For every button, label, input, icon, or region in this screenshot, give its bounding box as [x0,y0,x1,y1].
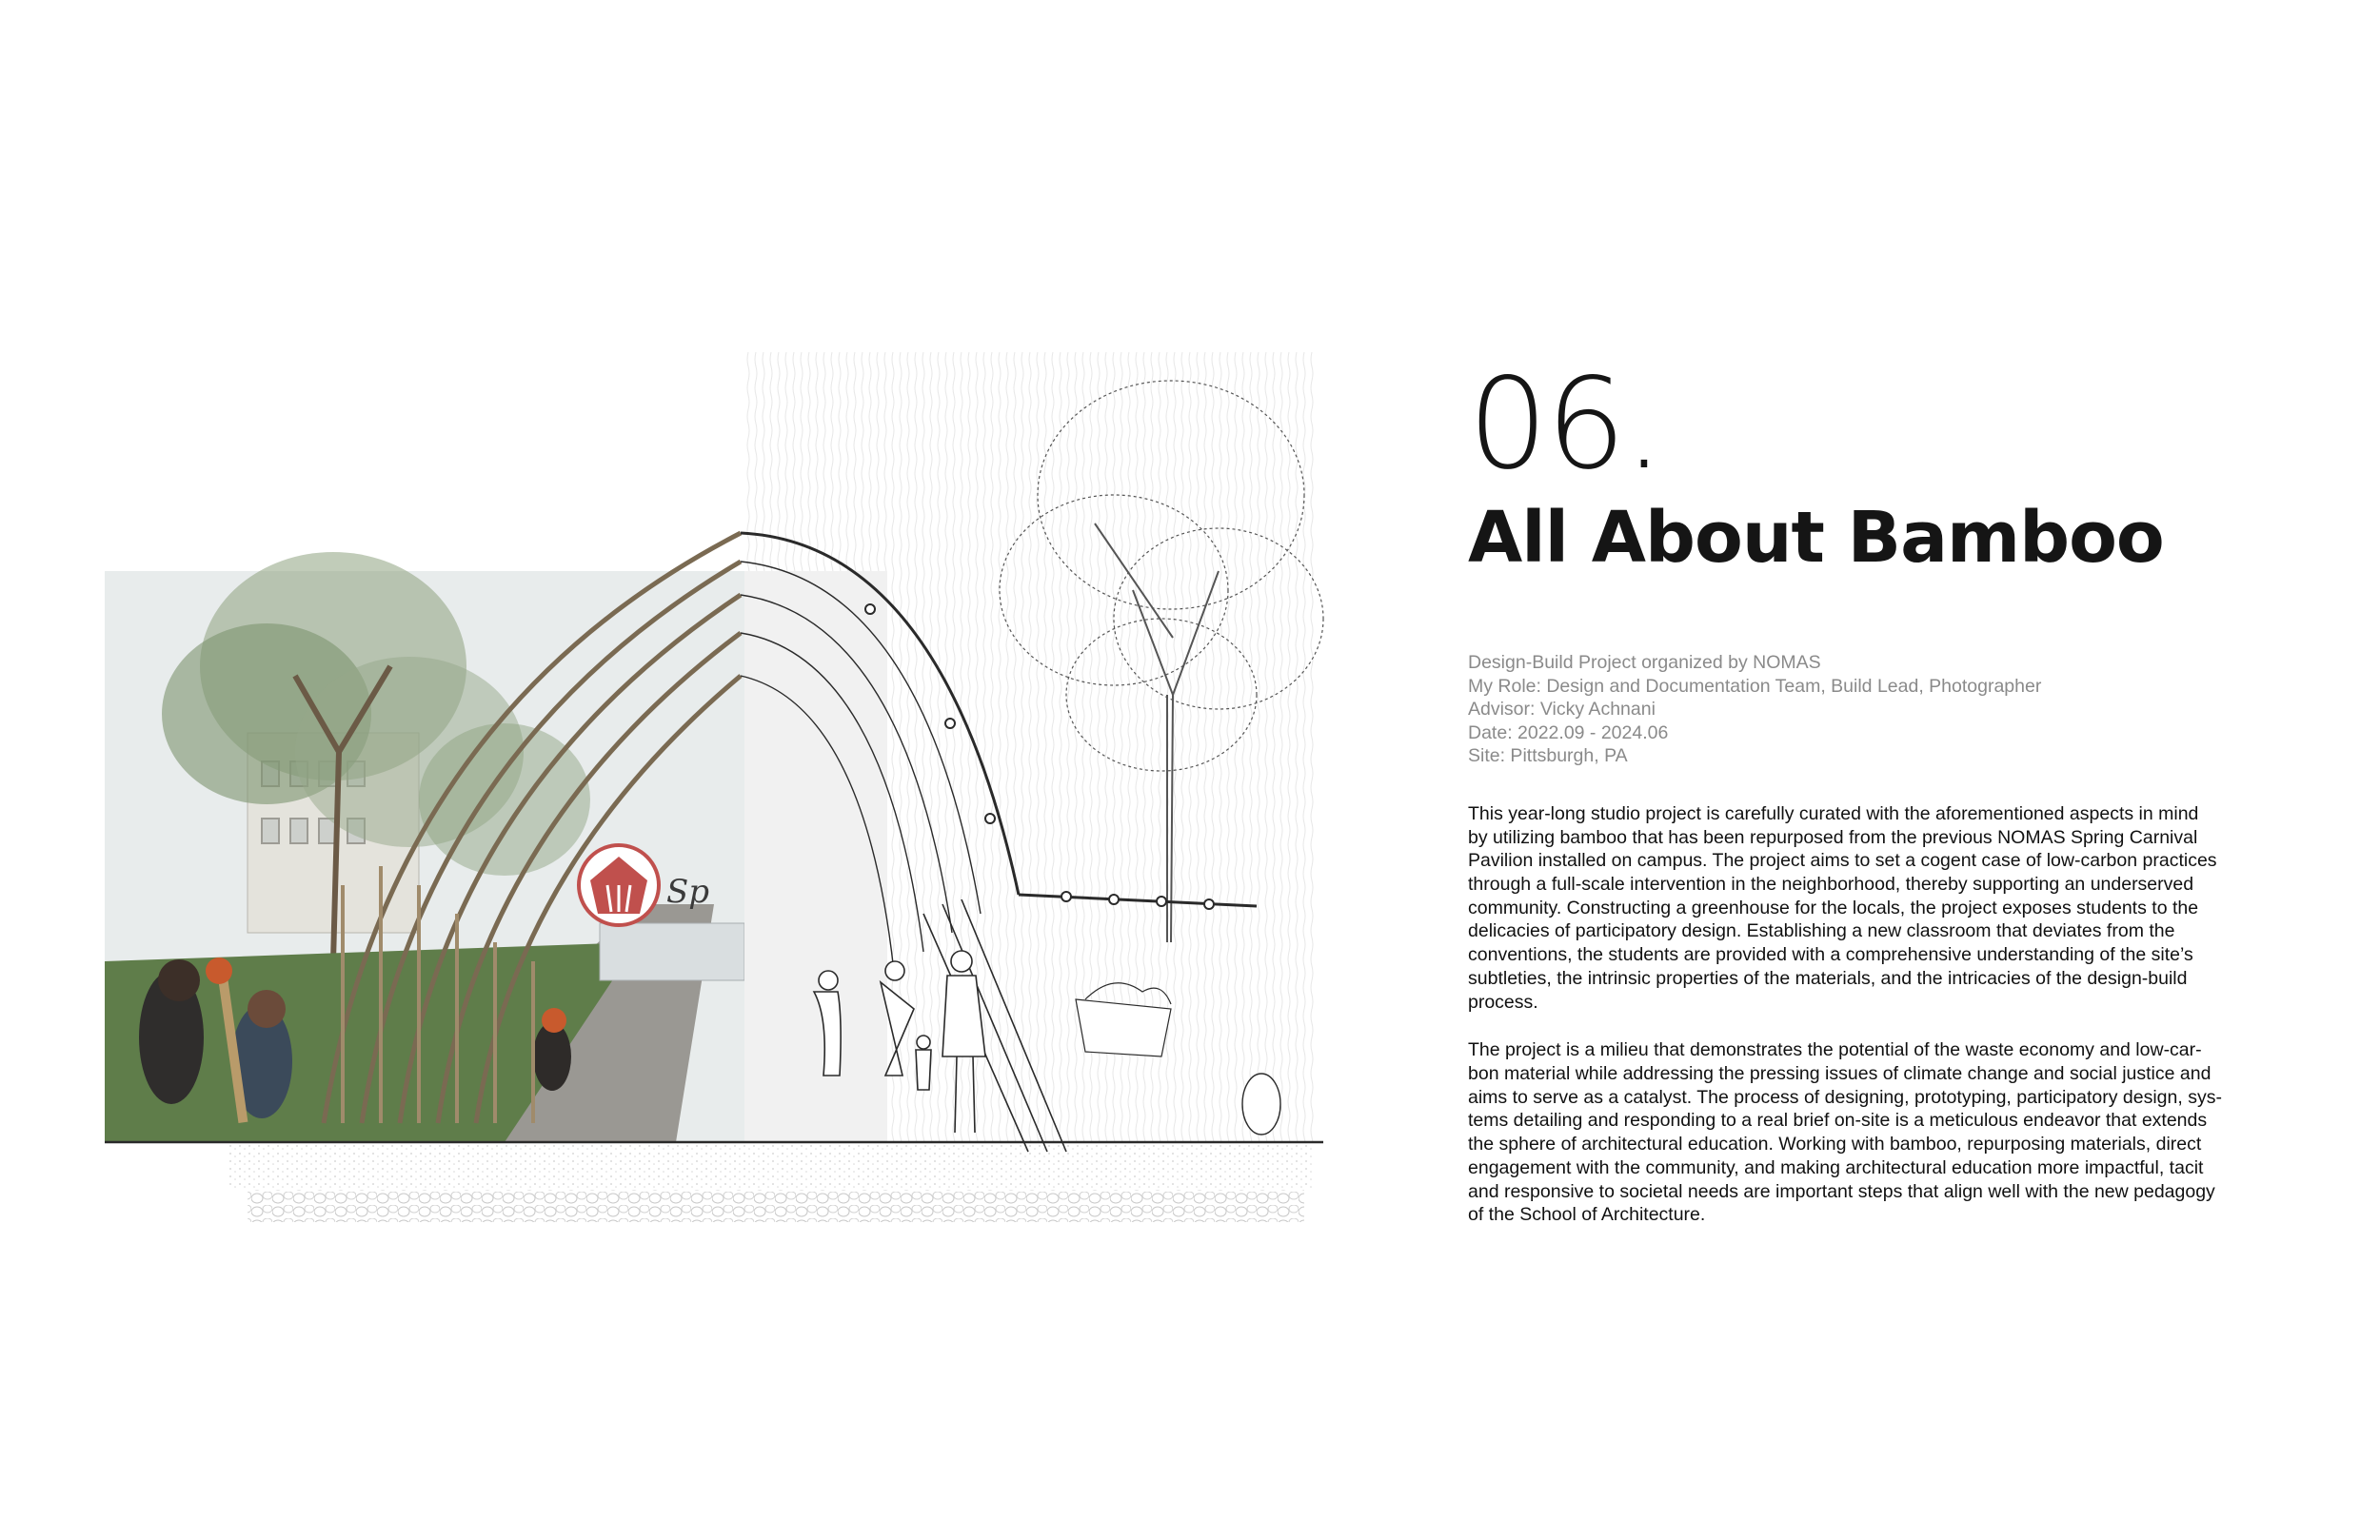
project-number: 06. [1468,351,1662,498]
paragraph-line: of the School of Architecture. [1468,1204,1706,1226]
pavilion-section-illustration [105,352,1361,1247]
paragraph-line: community. Constructing a greenhouse for the locals, the project exposes students to the [1468,897,2199,918]
gravel-layer [248,1190,1304,1222]
paragraph-line: through a full-scale intervention in the neighborhood, thereby supporting an underserved [1468,874,2194,896]
soil-layer [228,1144,1314,1190]
meta-role: My Role: Design and Documentation Team, Build Lead, Photographer [1468,675,2042,697]
rain-barrel [1242,1074,1280,1135]
meta-date: Date: 2022.09 - 2024.06 [1468,721,1669,743]
paragraph-line: by utilizing bamboo that has been repurposed from the previous NOMAS Spring Carnival [1468,826,2198,848]
meta-organizer: Design-Build Project organized by NOMAS [1468,652,1821,673]
meta-advisor: Advisor: Vicky Achnani [1468,699,1656,721]
description-paragraph-1 [1468,802,2287,1014]
project-title: All About Bamboo [1468,497,2164,579]
paragraph-line: delicacies of participatory design. Establishing a new classroom that deviates from the [1468,920,2175,942]
paragraph-line: aims to serve as a catalyst. The process of designing, prototyping, participatory design, sys- [1468,1086,2222,1108]
paragraph-line: the sphere of architectural education. Working with bamboo, repurposing materials, direct [1468,1134,2202,1155]
paragraph-line: The project is a milieu that demonstrates the potential of the waste economy and low-car- [1468,1039,2202,1061]
pavilion-drawing [105,352,1361,1247]
paragraph-line: tems detailing and responding to a real brief on-site is a meticulous endeavor that extends [1468,1110,2208,1132]
paragraph-line: engagement with the community, and making architectural education more impactful, tacit [1468,1156,2204,1178]
description-paragraph-2 [1468,1038,2287,1227]
hard-hat [542,1008,566,1033]
project-meta [1468,651,2287,768]
paragraph-line: bon material while addressing the pressing issues of climate change and social justice and [1468,1063,2211,1084]
sign-text: Sp [666,873,710,911]
meta-site: Site: Pittsburgh, PA [1468,745,1628,767]
paragraph-line: subtleties, the intrinsic properties of the materials, and the intricacies of the design-build [1468,967,2188,989]
tent [600,923,744,980]
paragraph-line: conventions, the students are provided with a comprehensive understanding of the site’s [1468,944,2193,966]
site-photo-collage [105,552,744,1142]
greenhouse-wall [744,571,887,1142]
project-text-panel [1468,351,2287,1227]
orange-glove [206,958,232,984]
paragraph-line: This year-long studio project is carefully curated with the aforementioned aspects in mind [1468,802,2199,824]
paragraph-line: process. [1468,991,1538,1013]
paragraph-line: and responsive to societal needs are important steps that align well with the new pedagogy [1468,1180,2215,1202]
paragraph-line: Pavilion installed on campus. The project aims to set a cogent case of low-carbon practices [1468,850,2217,872]
